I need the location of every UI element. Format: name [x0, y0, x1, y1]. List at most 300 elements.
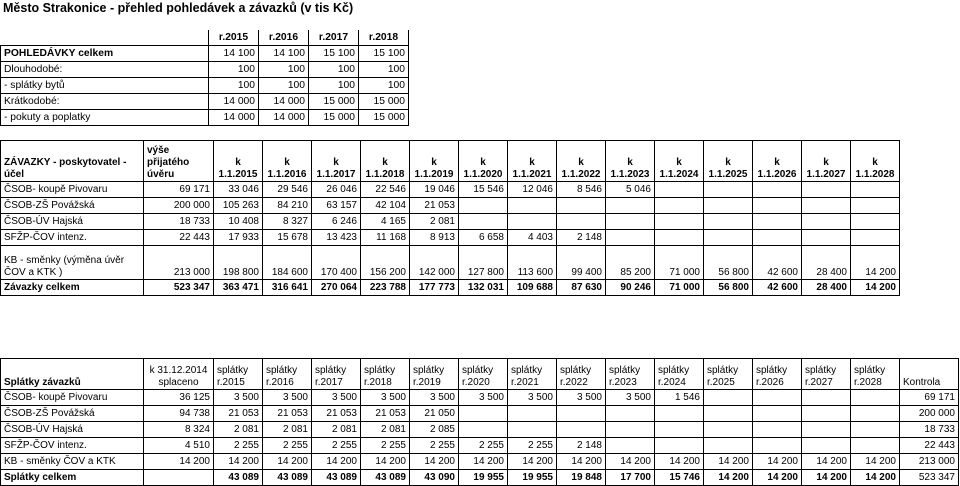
cell-value: 14 200: [802, 454, 851, 470]
loan-amount: 69 171: [144, 182, 214, 198]
cell-value: [802, 182, 851, 198]
cell-value: 15 000: [359, 110, 409, 126]
date-header: [753, 141, 802, 182]
cell-value: [704, 390, 753, 406]
cell-value: 90 246: [606, 280, 655, 296]
cell-value: [459, 406, 508, 422]
cell-value: 316 641: [263, 280, 312, 296]
cell-value: 56 800: [704, 246, 753, 280]
cell-value: 43 089: [263, 470, 312, 486]
row-label: Splátky celkem: [1, 470, 144, 486]
paid-to-date: 8 324: [144, 422, 214, 438]
cell-value: [753, 214, 802, 230]
cell-value: 15 000: [309, 94, 359, 110]
check-value: 523 347: [900, 470, 959, 486]
cell-value: 42 600: [753, 280, 802, 296]
cell-value: 2 255: [410, 438, 459, 454]
cell-value: 4 403: [508, 230, 557, 246]
cell-value: 21 050: [410, 406, 459, 422]
cell-value: 363 471: [214, 280, 263, 296]
repayments-row: [1, 422, 959, 438]
cell-value: 8 913: [410, 230, 459, 246]
cell-value: [655, 438, 704, 454]
liabilities-row: [1, 182, 900, 198]
repayments-table: [0, 358, 959, 486]
cell-value: 3 500: [557, 390, 606, 406]
cell-value: [508, 214, 557, 230]
date-label: 1.1.2018: [365, 169, 405, 180]
cell-value: 270 064: [312, 280, 361, 296]
date-header: [361, 141, 410, 182]
cell-value: [753, 406, 802, 422]
date-label: 1.1.2019: [414, 169, 454, 180]
cell-value: [655, 422, 704, 438]
cell-value: [802, 230, 851, 246]
cell-value: 14 100: [209, 46, 259, 62]
cell-value: 100: [359, 62, 409, 78]
date-header: [851, 141, 900, 182]
cell-value: 14 200: [851, 246, 900, 280]
cell-value: 85 200: [606, 246, 655, 280]
receivables-row: [1, 62, 409, 78]
cell-value: 28 400: [802, 246, 851, 280]
cell-value: [704, 438, 753, 454]
k-label: k: [676, 157, 682, 168]
cell-value: 156 200: [361, 246, 410, 280]
date-header: [214, 141, 263, 182]
date-label: 1.1.2026: [757, 169, 797, 180]
cell-value: 14 200: [851, 280, 900, 296]
cell-value: 11 168: [361, 230, 410, 246]
year-header: r.2016: [259, 30, 309, 46]
cell-value: [655, 182, 704, 198]
date-label: 1.1.2020: [463, 169, 503, 180]
row-label: ČSOB-ZŠ Povážská: [1, 406, 144, 422]
cell-value: 21 053: [263, 406, 312, 422]
cell-value: 29 546: [263, 182, 312, 198]
cell-value: [655, 198, 704, 214]
cell-value: 14 200: [704, 470, 753, 486]
cell-value: [851, 198, 900, 214]
cell-value: 223 788: [361, 280, 410, 296]
cell-value: 3 500: [312, 390, 361, 406]
cell-value: 63 157: [312, 198, 361, 214]
cell-value: 2 081: [361, 422, 410, 438]
cell-value: [508, 198, 557, 214]
cell-value: 21 053: [410, 198, 459, 214]
cell-value: [802, 438, 851, 454]
cell-value: [753, 438, 802, 454]
cell-value: [704, 198, 753, 214]
cell-value: 100: [259, 78, 309, 94]
cell-value: 14 200: [508, 454, 557, 470]
liabilities-row: [1, 198, 900, 214]
date-header: [802, 141, 851, 182]
cell-value: [704, 422, 753, 438]
cell-value: 43 090: [410, 470, 459, 486]
date-label: 1.1.2028: [855, 169, 895, 180]
row-label: - pokuty a poplatky: [1, 110, 209, 126]
cell-value: 14 200: [263, 454, 312, 470]
row-label: ČSOB- koupě Pivovaru: [1, 182, 144, 198]
cell-value: [753, 230, 802, 246]
receivables-row: [1, 110, 409, 126]
date-label: 1.1.2024: [659, 169, 699, 180]
cell-value: 43 089: [214, 470, 263, 486]
cell-value: 15 100: [309, 46, 359, 62]
cell-value: 99 400: [557, 246, 606, 280]
k-label: k: [725, 157, 731, 168]
row-label: ČSOB-ÚV Hajská: [1, 214, 144, 230]
cell-value: [753, 182, 802, 198]
repayments-purpose-header: Splátky závazků: [1, 359, 144, 390]
date-label: 1.1.2023: [610, 169, 650, 180]
cell-value: 14 200: [753, 454, 802, 470]
cell-value: [459, 214, 508, 230]
liabilities-header-row: [1, 141, 900, 182]
cell-value: 10 408: [214, 214, 263, 230]
k-label: k: [872, 157, 878, 168]
cell-value: 33 046: [214, 182, 263, 198]
cell-value: 100: [209, 62, 259, 78]
date-label: 1.1.2015: [218, 169, 258, 180]
cell-value: 13 423: [312, 230, 361, 246]
cell-value: 170 400: [312, 246, 361, 280]
cell-value: [606, 406, 655, 422]
cell-value: [802, 198, 851, 214]
date-label: 1.1.2025: [708, 169, 748, 180]
cell-value: 43 089: [312, 470, 361, 486]
cell-value: 2 148: [557, 438, 606, 454]
paid-to-date: 14 200: [144, 454, 214, 470]
cell-value: [851, 214, 900, 230]
cell-value: 2 255: [361, 438, 410, 454]
k-label: k: [284, 157, 290, 168]
date-label: 1.1.2016: [267, 169, 307, 180]
liabilities-purpose-header: ZÁVAZKY - poskytovatel - účel: [1, 141, 144, 182]
check-value: 213 000: [900, 454, 959, 470]
cell-value: 14 200: [410, 454, 459, 470]
cell-value: 19 848: [557, 470, 606, 486]
cell-value: 14 200: [851, 454, 900, 470]
cell-value: 14 000: [209, 110, 259, 126]
cell-value: [508, 406, 557, 422]
cell-value: 56 800: [704, 280, 753, 296]
cell-value: [459, 198, 508, 214]
cell-value: 14 200: [704, 454, 753, 470]
cell-value: 100: [309, 62, 359, 78]
repayment-year-header: splátky r.2016: [263, 359, 312, 390]
cell-value: 100: [259, 62, 309, 78]
cell-value: 21 053: [214, 406, 263, 422]
cell-value: 100: [209, 78, 259, 94]
repayment-year-header: splátky r.2018: [361, 359, 410, 390]
cell-value: 2 255: [508, 438, 557, 454]
cell-value: 3 500: [214, 390, 263, 406]
check-value: 18 733: [900, 422, 959, 438]
cell-value: [459, 422, 508, 438]
cell-value: 2 255: [312, 438, 361, 454]
k-label: k: [333, 157, 339, 168]
cell-value: 87 630: [557, 280, 606, 296]
k-label: k: [823, 157, 829, 168]
date-header: [704, 141, 753, 182]
cell-value: 14 000: [259, 94, 309, 110]
cell-value: 100: [309, 78, 359, 94]
cell-value: [851, 390, 900, 406]
k-label: k: [480, 157, 486, 168]
cell-value: 28 400: [802, 280, 851, 296]
repayments-row: [1, 438, 959, 454]
date-label: 1.1.2027: [806, 169, 846, 180]
cell-value: [606, 438, 655, 454]
cell-value: 2 081: [410, 214, 459, 230]
cell-value: 14 000: [259, 110, 309, 126]
repayment-year-header: splátky r.2025: [704, 359, 753, 390]
cell-value: 2 148: [557, 230, 606, 246]
loan-amount: 523 347: [144, 280, 214, 296]
cell-value: [655, 214, 704, 230]
cell-value: 15 000: [309, 110, 359, 126]
cell-value: [802, 214, 851, 230]
cell-value: [606, 214, 655, 230]
k-label: k: [774, 157, 780, 168]
cell-value: [851, 422, 900, 438]
k-label: k: [382, 157, 388, 168]
cell-value: 105 263: [214, 198, 263, 214]
cell-value: 3 500: [459, 390, 508, 406]
receivables-row: [1, 94, 409, 110]
cell-value: 1 546: [655, 390, 704, 406]
row-label: - splátky bytů: [1, 78, 209, 94]
cell-value: [851, 230, 900, 246]
date-header: [508, 141, 557, 182]
cell-value: 2 081: [214, 422, 263, 438]
cell-value: 184 600: [263, 246, 312, 280]
row-label: KB - směnky (výměna úvěr ČOV a KTK ): [1, 246, 144, 280]
cell-value: 14 000: [209, 94, 259, 110]
cell-value: [557, 422, 606, 438]
repayment-year-header: splátky r.2028: [851, 359, 900, 390]
cell-value: [557, 214, 606, 230]
repayments-row: [1, 406, 959, 422]
cell-value: 19 955: [459, 470, 508, 486]
row-label: ČSOB- koupě Pivovaru: [1, 390, 144, 406]
row-label: SFŽP-ČOV intenz.: [1, 438, 144, 454]
cell-value: 21 053: [312, 406, 361, 422]
receivables-row: [1, 46, 409, 62]
date-label: 1.1.2021: [512, 169, 552, 180]
paid-to-date: 94 738: [144, 406, 214, 422]
cell-value: [557, 406, 606, 422]
cell-value: 3 500: [263, 390, 312, 406]
cell-value: 19 955: [508, 470, 557, 486]
date-header: [606, 141, 655, 182]
date-label: 1.1.2022: [561, 169, 601, 180]
cell-value: [851, 438, 900, 454]
cell-value: 12 046: [508, 182, 557, 198]
repayment-year-header: splátky r.2020: [459, 359, 508, 390]
k-label: k: [578, 157, 584, 168]
cell-value: [851, 182, 900, 198]
repayments-header-row: [1, 359, 959, 390]
cell-value: 15 100: [359, 46, 409, 62]
repayments-row: [1, 454, 959, 470]
k-label: k: [627, 157, 633, 168]
repayments-row: [1, 390, 959, 406]
cell-value: 4 165: [361, 214, 410, 230]
cell-value: 26 046: [312, 182, 361, 198]
cell-value: 14 200: [312, 454, 361, 470]
cell-value: 3 500: [508, 390, 557, 406]
cell-value: 14 200: [655, 454, 704, 470]
cell-value: 14 200: [361, 454, 410, 470]
row-label: Dlouhodobé:: [1, 62, 209, 78]
cell-value: [606, 198, 655, 214]
k-label: k: [431, 157, 437, 168]
cell-value: 43 089: [361, 470, 410, 486]
cell-value: [802, 390, 851, 406]
cell-value: 177 773: [410, 280, 459, 296]
cell-value: 14 200: [753, 470, 802, 486]
liabilities-table: [0, 140, 900, 296]
page-title: Město Strakonice - přehled pohledávek a závazků (v tis Kč): [3, 1, 354, 15]
date-header: [410, 141, 459, 182]
cell-value: 22 546: [361, 182, 410, 198]
cell-value: [606, 422, 655, 438]
loan-amount: 22 443: [144, 230, 214, 246]
year-header: r.2018: [359, 30, 409, 46]
paid-to-date-header: k 31.12.2014 splaceno: [144, 359, 214, 390]
repayment-year-header: splátky r.2017: [312, 359, 361, 390]
cell-value: [704, 406, 753, 422]
cell-value: 2 081: [263, 422, 312, 438]
repayment-year-header: splátky r.2021: [508, 359, 557, 390]
repayment-year-header: splátky r.2022: [557, 359, 606, 390]
check-value: 69 171: [900, 390, 959, 406]
cell-value: [802, 406, 851, 422]
cell-value: 6 246: [312, 214, 361, 230]
repayments-total-row: [1, 470, 959, 486]
loan-amount: 213 000: [144, 246, 214, 280]
cell-value: 19 046: [410, 182, 459, 198]
cell-value: 14 200: [459, 454, 508, 470]
date-header: [557, 141, 606, 182]
k-label: k: [235, 157, 241, 168]
cell-value: 42 104: [361, 198, 410, 214]
cell-value: 14 200: [802, 470, 851, 486]
cell-value: 14 100: [259, 46, 309, 62]
cell-value: 5 046: [606, 182, 655, 198]
year-header: r.2017: [309, 30, 359, 46]
paid-to-date: 4 510: [144, 438, 214, 454]
cell-value: 3 500: [606, 390, 655, 406]
cell-value: [704, 182, 753, 198]
cell-value: 127 800: [459, 246, 508, 280]
check-value: 200 000: [900, 406, 959, 422]
cell-value: 2 081: [312, 422, 361, 438]
cell-value: 14 200: [214, 454, 263, 470]
cell-value: 6 658: [459, 230, 508, 246]
cell-value: 3 500: [410, 390, 459, 406]
date-header: [312, 141, 361, 182]
cell-value: 113 600: [508, 246, 557, 280]
cell-value: [753, 390, 802, 406]
row-label: ČSOB-ÚV Hajská: [1, 422, 144, 438]
cell-value: 2 255: [263, 438, 312, 454]
liabilities-row: [1, 214, 900, 230]
cell-value: 15 678: [263, 230, 312, 246]
cell-value: 21 053: [361, 406, 410, 422]
cell-value: [753, 422, 802, 438]
repayment-year-header: splátky r.2015: [214, 359, 263, 390]
cell-value: 14 200: [606, 454, 655, 470]
liabilities-total-row: [1, 280, 900, 296]
cell-value: 109 688: [508, 280, 557, 296]
cell-value: 100: [359, 78, 409, 94]
cell-value: 15 746: [655, 470, 704, 486]
repayment-year-header: splátky r.2019: [410, 359, 459, 390]
row-label: POHLEDÁVKY celkem: [1, 46, 209, 62]
date-header: [655, 141, 704, 182]
cell-value: 3 500: [361, 390, 410, 406]
row-label: KB - směnky ČOV a KTK: [1, 454, 144, 470]
cell-value: [508, 422, 557, 438]
cell-value: [655, 406, 704, 422]
loan-amount: 18 733: [144, 214, 214, 230]
check-value: 22 443: [900, 438, 959, 454]
repayment-year-header: splátky r.2027: [802, 359, 851, 390]
cell-value: 14 200: [851, 470, 900, 486]
cell-value: 2 085: [410, 422, 459, 438]
cell-value: 71 000: [655, 280, 704, 296]
receivables-header-row: [1, 30, 409, 46]
cell-value: 2 255: [214, 438, 263, 454]
cell-value: 14 200: [557, 454, 606, 470]
receivables-corner: [1, 30, 209, 46]
check-header: Kontrola: [900, 359, 959, 390]
row-label: ČSOB-ZŠ Povážská: [1, 198, 144, 214]
cell-value: [753, 198, 802, 214]
year-header: r.2015: [209, 30, 259, 46]
loan-amount-header: výše přijatého úvěru: [144, 141, 214, 182]
paid-to-date: [144, 470, 214, 486]
loan-amount: 200 000: [144, 198, 214, 214]
cell-value: 15 000: [359, 94, 409, 110]
repayment-year-header: splátky r.2026: [753, 359, 802, 390]
paid-to-date: 36 125: [144, 390, 214, 406]
cell-value: 84 210: [263, 198, 312, 214]
cell-value: [851, 406, 900, 422]
cell-value: [557, 198, 606, 214]
cell-value: 2 255: [459, 438, 508, 454]
row-label: SFŽP-ČOV intenz.: [1, 230, 144, 246]
date-header: [263, 141, 312, 182]
cell-value: [655, 230, 704, 246]
liabilities-row: [1, 230, 900, 246]
receivables-table: [0, 30, 409, 126]
cell-value: 198 800: [214, 246, 263, 280]
cell-value: 15 546: [459, 182, 508, 198]
row-label: Krátkodobé:: [1, 94, 209, 110]
date-label: 1.1.2017: [316, 169, 356, 180]
repayment-year-header: splátky r.2023: [606, 359, 655, 390]
liabilities-row: [1, 246, 900, 280]
k-label: k: [529, 157, 535, 168]
cell-value: 17 700: [606, 470, 655, 486]
repayment-year-header: splátky r.2024: [655, 359, 704, 390]
cell-value: 142 000: [410, 246, 459, 280]
